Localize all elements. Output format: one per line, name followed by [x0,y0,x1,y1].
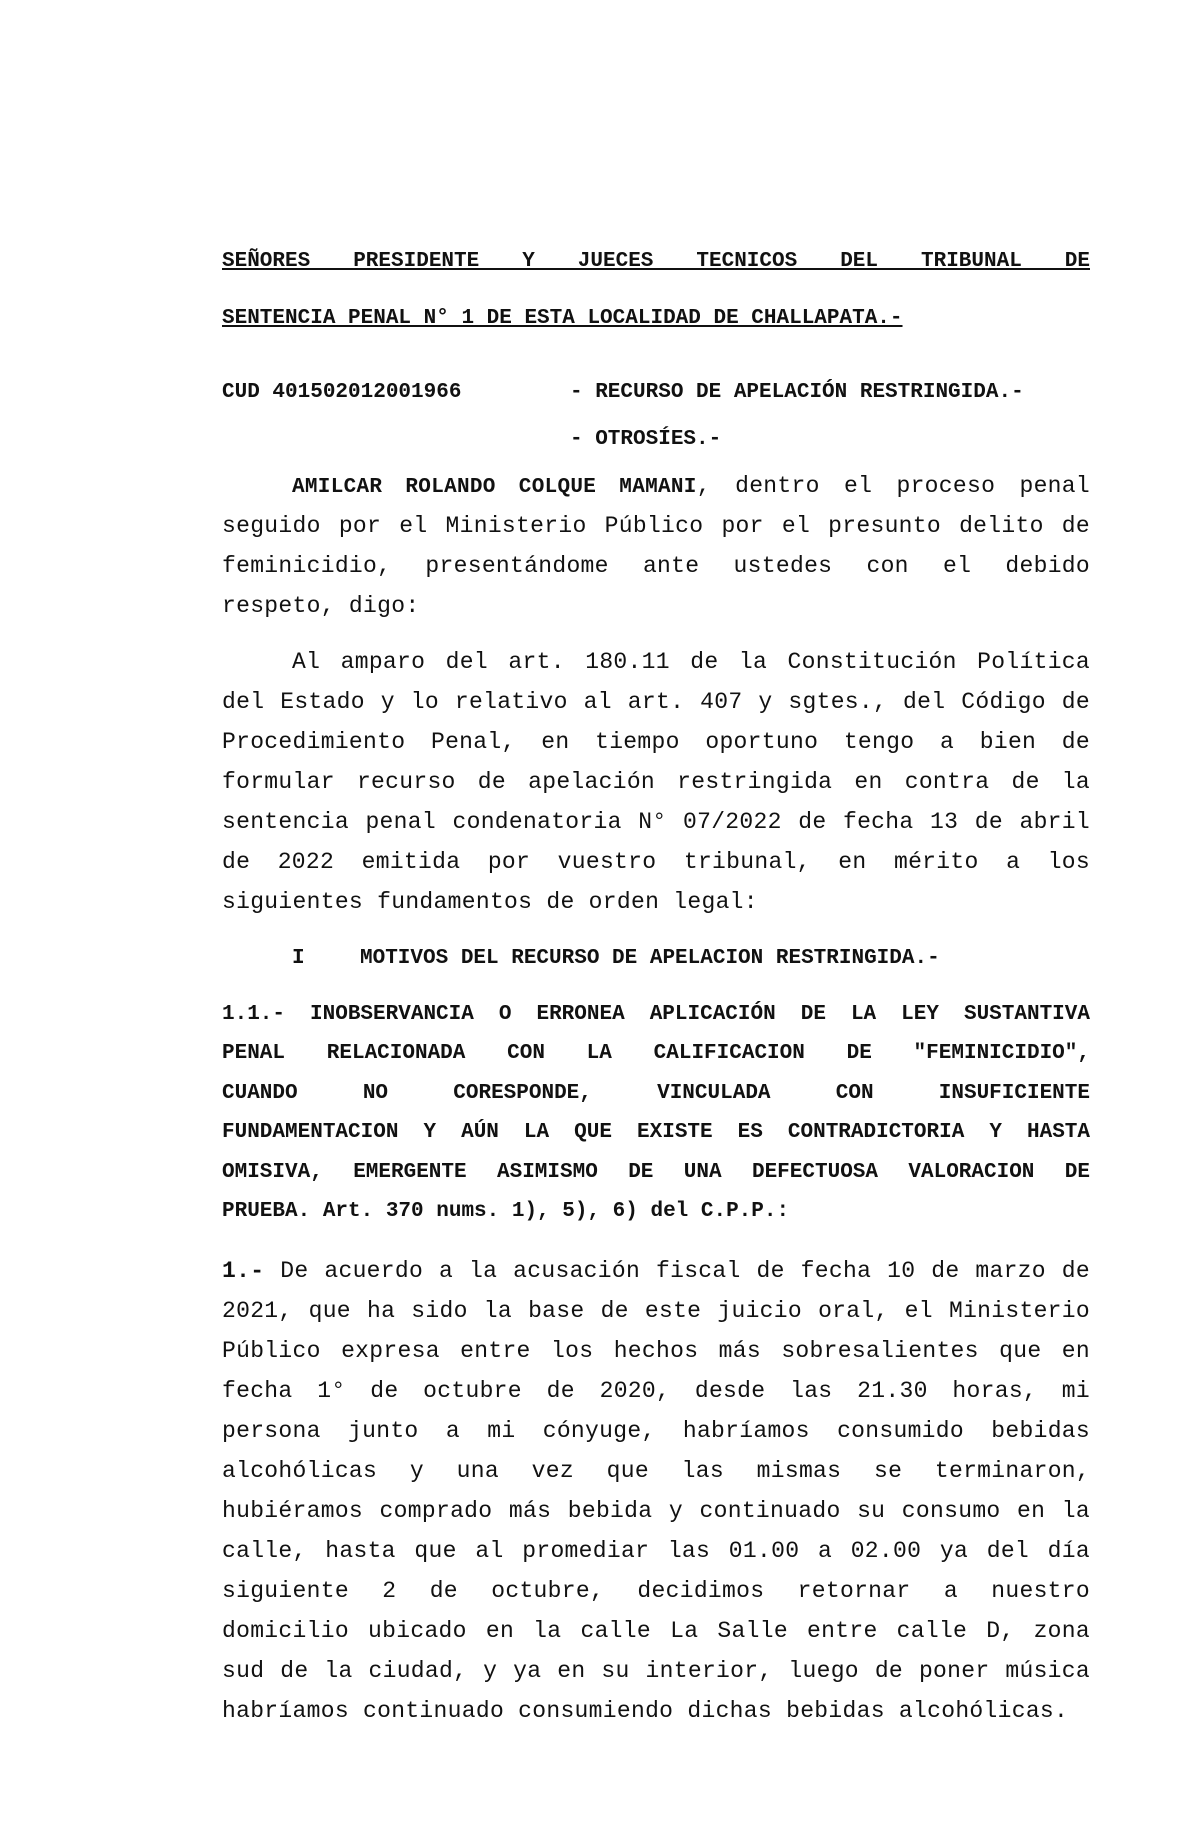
point1-line-7: hubiéramos comprado más bebida y continuado su consumo en la [222,1498,1090,1524]
addressee-line-2: SENTENCIA PENAL N° 1 DE ESTA LOCALIDAD DE CHALLAPATA.- [222,307,903,330]
para2-line-5: sentencia penal condenatoria N° 07/2022 de fecha 13 de abril [222,809,1090,835]
para2-line-7: siguientes fundamentos de orden legal: [222,889,758,915]
para2-line-3: Procedimiento Penal, en tiempo oportuno tengo a bien de [222,729,1090,755]
point1-line-5: persona junto a mi cónyuge, habríamos consumido bebidas [222,1418,1090,1444]
cud-number: CUD 401502012001966 [222,381,462,404]
para2-line-1: Al amparo del art. 180.11 de la Constitución Política [292,649,1090,675]
section-heading [222,947,1090,970]
point1-line-9: siguiente 2 de octubre, decidimos retornar a nuestro [222,1578,1090,1604]
point1-line-10: domicilio ubicado en la calle La Salle entre calle D, zona [222,1618,1090,1644]
subsection-line-3: CUANDO NO CORESPONDE, VINCULADA CON INSUFICIENTE [222,1082,1090,1105]
appeal-title: - RECURSO DE APELACIÓN RESTRINGIDA.- [570,381,1024,404]
addressee-line-1: SEÑORES PRESIDENTE Y JUECES TECNICOS DEL TRIBUNAL DE [222,250,1090,273]
point1-line-12: habríamos continuado consumiendo dichas bebidas alcohólicas. [222,1698,1069,1724]
subsection-line-2: PENAL RELACIONADA CON LA CALIFICACION DE "FEMINICIDIO", [222,1042,1090,1065]
subsection-line-1: 1.1.- INOBSERVANCIA O ERRONEA APLICACIÓN DE LA LEY SUSTANTIVA [222,1003,1090,1026]
point1-line-6: alcohólicas y una vez que las mismas se terminaron, [222,1458,1090,1484]
otrosies-label: - OTROSÍES.- [570,428,722,451]
para2-line-2: del Estado y lo relativo al art. 407 y sgtes., del Código de [222,689,1090,715]
point1-line-1-rest: De acuerdo a la acusación fiscal de fecha 10 de marzo de [264,1258,1090,1284]
intro-line-2: seguido por el Ministerio Público por el presunto delito de [222,513,1090,539]
point1-line-8: calle, hasta que al promediar las 01.00 a 02.00 ya del día [222,1538,1090,1564]
subsection-line-6: PRUEBA. Art. 370 nums. 1), 5), 6) del C.P.P.: [222,1200,790,1223]
point1-line-11: sud de la ciudad, y ya en su interior, luego de poner música [222,1658,1090,1684]
section-number: I [292,947,305,970]
point1-line-1 [222,1258,1090,1284]
point1-line-2: 2021, que ha sido la base de este juicio oral, el Ministerio [222,1298,1090,1324]
intro-line-3: feminicidio, presentándome ante ustedes con el debido [222,553,1090,579]
case-reference [222,381,1090,404]
para2-line-4: formular recurso de apelación restringida en contra de la [222,769,1090,795]
para2-line-6: de 2022 emitida por vuestro tribunal, en mérito a los [222,849,1090,875]
intro-line-1-rest: , dentro el proceso penal [696,473,1090,499]
appellant-name: AMILCAR ROLANDO COLQUE MAMANI [292,476,697,499]
subsection-line-5: OMISIVA, EMERGENTE ASIMISMO DE UNA DEFECTUOSA VALORACION DE [222,1161,1090,1184]
section-title: MOTIVOS DEL RECURSO DE APELACION RESTRINGIDA.- [360,947,940,970]
intro-line-4: respeto, digo: [222,593,420,619]
point1-number: 1.- [222,1258,265,1284]
point1-line-4: fecha 1° de octubre de 2020, desde las 21.30 horas, mi [222,1378,1090,1404]
intro-line-1 [222,473,1090,499]
subsection-line-4: FUNDAMENTACION Y AÚN LA QUE EXISTE ES CONTRADICTORIA Y HASTA [222,1121,1090,1144]
point1-line-3: Público expresa entre los hechos más sobresalientes que en [222,1338,1090,1364]
